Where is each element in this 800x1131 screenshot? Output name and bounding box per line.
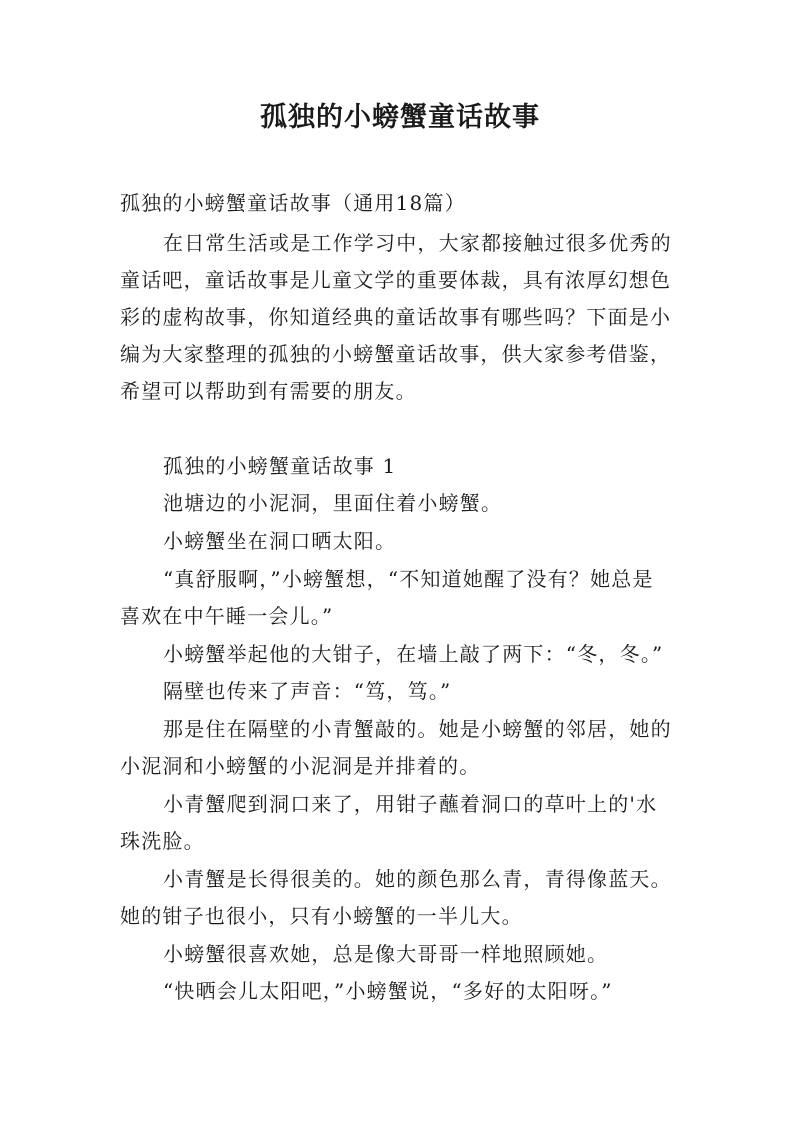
intro-line-3: 彩的虚构故事，你知道经典的童话故事有哪些吗？下面是小 [120, 305, 672, 329]
paragraph-line: 小青蟹是长得很美的。她的颜色那么青，青得像蓝天。 [163, 867, 672, 891]
paragraph-line: 她的钳子也很小，只有小螃蟹的一半儿大。 [120, 904, 523, 928]
paragraph-line: 那是住在隔壁的小青蟹敲的。她是小螃蟹的邻居，她的 [163, 717, 672, 741]
paragraph-line: 珠洗脸。 [120, 829, 205, 853]
intro-line-5: 希望可以帮助到有需要的朋友。 [120, 379, 417, 403]
paragraph-line: 小螃蟹举起他的大钳子，在墙上敲了两下：“冬，冬。” [163, 642, 664, 666]
intro-line-4: 编为大家整理的孤独的小螃蟹童话故事，供大家参考借鉴， [120, 342, 672, 366]
subtitle-line: 孤独的小螃蟹童话故事（通用18篇） [120, 191, 466, 215]
paragraph-line: 小螃蟹坐在洞口晒太阳。 [163, 529, 397, 553]
paragraph-line: 隔壁也传来了声音：“笃，笃。” [163, 679, 452, 703]
intro-line-1: 在日常生活或是工作学习中，大家都接触过很多优秀的 [163, 231, 672, 255]
paragraph-line: 喜欢在中午睡一会儿。” [120, 604, 334, 628]
paragraph-line: “真舒服啊，”小螃蟹想，“不知道她醒了没有？她总是 [163, 567, 654, 591]
document-title: 孤独的小螃蟹童话故事 [260, 102, 540, 133]
paragraph-line: 小泥洞和小螃蟹的小泥洞是并排着的。 [120, 754, 481, 778]
paragraph-line: 池塘边的小泥洞，里面住着小螃蟹。 [163, 491, 503, 515]
paragraph-line: 小青蟹爬到洞口来了，用钳子蘸着洞口的草叶上的'水 [163, 792, 658, 816]
intro-line-2: 童话吧，童话故事是儿童文学的重要体裁，具有浓厚幻想色 [120, 268, 672, 292]
paragraph-line: “快晒会儿太阳吧，”小螃蟹说，“多好的太阳呀。” [163, 979, 613, 1003]
story-heading: 孤独的小螃蟹童话故事 1 [163, 454, 397, 478]
paragraph-line: 小螃蟹很喜欢她，总是像大哥哥一样地照顾她。 [163, 942, 609, 966]
